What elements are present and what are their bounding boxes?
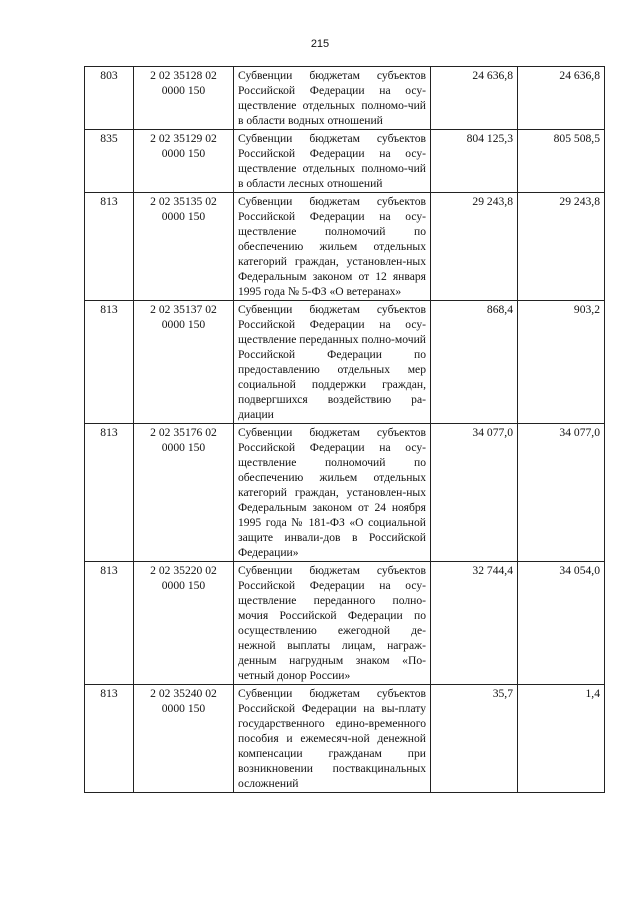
budget-code-cell xyxy=(134,67,234,130)
revenue-name-cell: Субвенции бюджетам субъектов Российской Федерации на осу-ществление полномочий по обеспечению жильем отдельных категорий граждан, установлен-ных Федеральным законом от 12 января 1995 года № 5-ФЗ «О ветеранах» xyxy=(234,193,431,301)
budget-code-line-2: 0000 150 xyxy=(161,579,206,592)
budget-code-line-1: 2 02 35176 02 xyxy=(150,426,217,439)
admin-code-cell: 813 xyxy=(85,562,134,685)
budget-code-line-2: 0000 150 xyxy=(161,210,206,223)
table-row xyxy=(85,685,605,793)
budget-code-cell xyxy=(134,130,234,193)
table-row xyxy=(85,67,605,130)
amount-year-2-cell: 805 508,5 xyxy=(518,130,605,193)
budget-code-cell xyxy=(134,424,234,562)
table-row xyxy=(85,424,605,562)
revenue-name-cell: Субвенции бюджетам субъектов Российской Федерации на осу-ществление переданного полно-мочия Российской Федерации по осуществлению ежегодной де-нежной выплаты лицам, награж-денным нагрудным знаком «По-четный донор России» xyxy=(234,562,431,685)
table-row xyxy=(85,301,605,424)
amount-year-2-cell: 34 054,0 xyxy=(518,562,605,685)
budget-code-line-1: 2 02 35137 02 xyxy=(150,303,217,316)
amount-year-2-cell: 903,2 xyxy=(518,301,605,424)
amount-year-1-cell: 804 125,3 xyxy=(431,130,518,193)
amount-year-1-cell: 32 744,4 xyxy=(431,562,518,685)
budget-code-line-2: 0000 150 xyxy=(161,702,206,715)
budget-code-line-1: 2 02 35135 02 xyxy=(150,195,217,208)
budget-code-cell xyxy=(134,301,234,424)
revenue-name-cell: Субвенции бюджетам субъектов Российской Федерации на осу-ществление отдельных полномо-чий в области лесных отношений xyxy=(234,130,431,193)
amount-year-1-cell: 35,7 xyxy=(431,685,518,793)
budget-revenue-table xyxy=(84,66,605,793)
revenue-name-cell: Субвенции бюджетам субъектов Российской Федерации на осу-ществление отдельных полномо-чий в области водных отношений xyxy=(234,67,431,130)
amount-year-2-cell: 29 243,8 xyxy=(518,193,605,301)
budget-code-line-2: 0000 150 xyxy=(161,441,206,454)
amount-year-1-cell: 29 243,8 xyxy=(431,193,518,301)
admin-code-cell: 813 xyxy=(85,193,134,301)
budget-code-line-2: 0000 150 xyxy=(161,318,206,331)
revenue-name-cell: Субвенции бюджетам субъектов Российской Федерации на осу-ществление полномочий по обеспечению жильем отдельных категорий граждан, установлен-ных Федеральным законом от 24 ноября 1995 года № 181-ФЗ «О социальной защите инвали-дов в Российской Федерации» xyxy=(234,424,431,562)
admin-code-cell: 835 xyxy=(85,130,134,193)
admin-code-cell: 813 xyxy=(85,301,134,424)
amount-year-2-cell: 1,4 xyxy=(518,685,605,793)
budget-code-line-1: 2 02 35129 02 xyxy=(150,132,217,145)
amount-year-2-cell: 34 077,0 xyxy=(518,424,605,562)
budget-code-line-2: 0000 150 xyxy=(161,84,206,97)
budget-code-cell xyxy=(134,685,234,793)
budget-code-line-2: 0000 150 xyxy=(161,147,206,160)
amount-year-1-cell: 34 077,0 xyxy=(431,424,518,562)
amount-year-2-cell: 24 636,8 xyxy=(518,67,605,130)
budget-code-cell xyxy=(134,193,234,301)
table-row xyxy=(85,130,605,193)
budget-code-line-1: 2 02 35240 02 xyxy=(150,687,217,700)
amount-year-1-cell: 24 636,8 xyxy=(431,67,518,130)
revenue-name-cell: Субвенции бюджетам субъектов Российской Федерации на осу-ществление переданных полно-мочий Российской Федерации по предоставлению отдельных мер социальной поддержки граждан, подвергшихся воздействию ра-диации xyxy=(234,301,431,424)
admin-code-cell: 813 xyxy=(85,424,134,562)
admin-code-cell: 813 xyxy=(85,685,134,793)
table-row xyxy=(85,193,605,301)
admin-code-cell: 803 xyxy=(85,67,134,130)
amount-year-1-cell: 868,4 xyxy=(431,301,518,424)
table-row xyxy=(85,562,605,685)
revenue-name-cell: Субвенции бюджетам субъектов Российской Федерации на вы-плату государственного едино-временного пособия и ежемесяч-ной денежной компенсации гражданам при возникновении поствакцинальных осложнений xyxy=(234,685,431,793)
budget-code-line-1: 2 02 35220 02 xyxy=(150,564,217,577)
budget-code-line-1: 2 02 35128 02 xyxy=(150,69,217,82)
page-number: 215 xyxy=(310,38,330,50)
budget-code-cell xyxy=(134,562,234,685)
